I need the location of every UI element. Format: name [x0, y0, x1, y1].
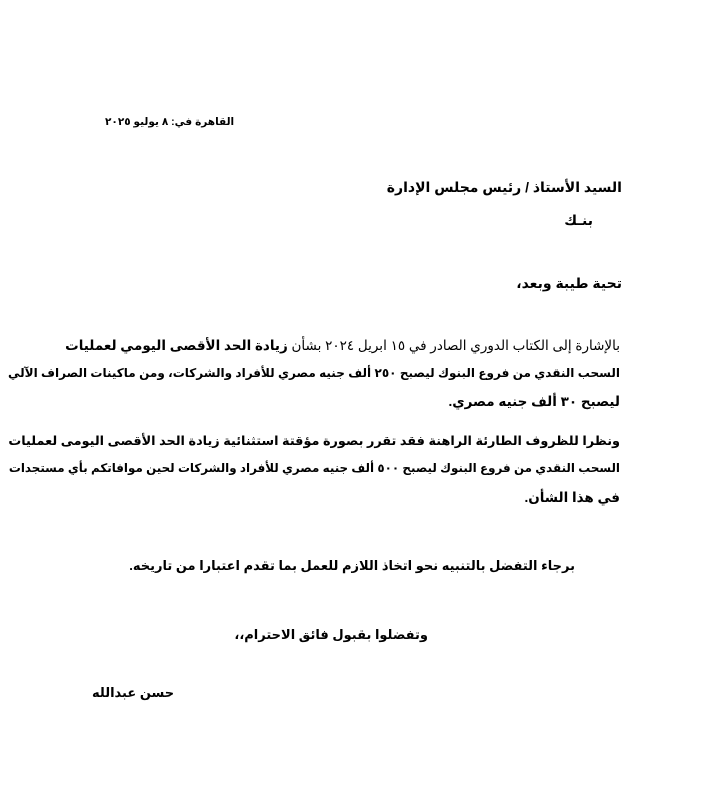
- paragraph-1-line-1: [65, 339, 620, 353]
- paragraph-2-line-1: ونظرا للظروف الطارئة الراهنة فقد تقرر بصورة مؤقتة استثنائية زيادة الحد الأقصى اليومى لعمليات: [8, 433, 620, 448]
- paragraph-1-line-2: السحب النقدي من فروع البنوك ليصبح ٢٥٠ ألف جنيه مصري للأفراد والشركات، ومن ماكينات الصراف الآلي: [7, 366, 620, 380]
- greeting: تحية طيبة وبعد،: [516, 275, 622, 291]
- paragraph-1-reference-text: بالإشارة إلى الكتاب الدوري الصادر في ١٥ ابريل ٢٠٢٤ بشأن: [287, 338, 620, 353]
- paragraph-2-line-3: في هذا الشأن.: [524, 490, 620, 505]
- closing-line: وتفضلوا بقبول فائق الاحترام،،: [234, 627, 428, 642]
- bank-name: بنـك: [564, 212, 593, 228]
- paragraph-1-line-3: ليصبح ٣٠ ألف جنيه مصري.: [448, 394, 620, 409]
- paragraph-1-subject-text: زيادة الحد الأقصى اليومي لعمليات: [65, 338, 288, 353]
- signature-name: حسن عبدالله: [92, 685, 175, 700]
- addressee-title: السيد الأستاذ / رئيس مجلس الإدارة: [386, 179, 622, 195]
- letter-date: القاهرة في: ٨ يوليو ٢٠٢٥: [105, 116, 235, 128]
- paragraph-2-line-2: السحب النقدي من فروع البنوك ليصبح ٥٠٠ ألف جنيه مصري للأفراد والشركات لحين موافاتكم بأي مستجدات: [8, 461, 620, 475]
- request-line: برجاء التفضل بالتنبيه نحو اتخاذ اللازم للعمل بما تقدم اعتبارا من تاريخه.: [129, 558, 575, 573]
